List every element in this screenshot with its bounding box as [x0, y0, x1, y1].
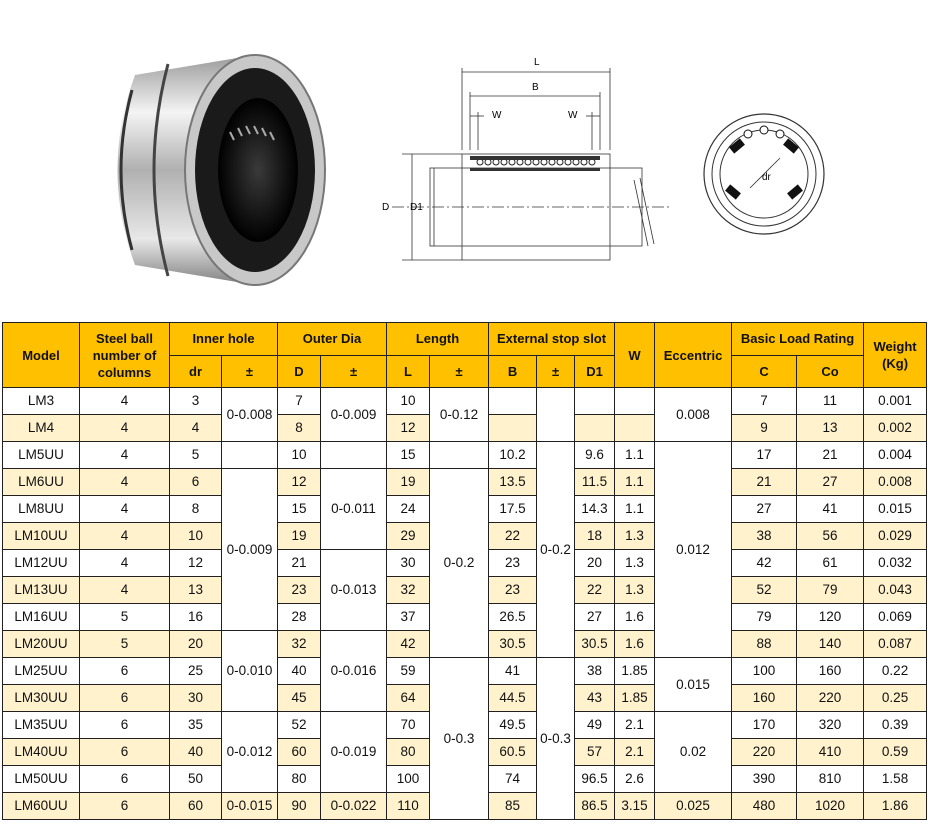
cell-l: 110 — [387, 793, 430, 820]
cell-dr: 30 — [170, 685, 222, 712]
cell-l: 30 — [387, 550, 430, 577]
cell-dr: 16 — [170, 604, 222, 631]
cell-w: 1.85 — [615, 685, 655, 712]
cell-w — [615, 415, 655, 442]
header-c: C — [732, 355, 797, 388]
cell-outer-tol: 0-0.019 — [321, 712, 387, 793]
cell-model: LM3 — [3, 388, 80, 415]
cell-b — [489, 388, 537, 415]
cell-model: LM13UU — [3, 577, 80, 604]
cell-w: 2.1 — [615, 739, 655, 766]
cell-eccentric: 0.015 — [655, 658, 732, 712]
cell-outer-tol: 0-0.016 — [321, 631, 387, 712]
cell-outer-tol: 0-0.013 — [321, 550, 387, 631]
cell-d1: 11.5 — [575, 469, 615, 496]
cell-co: 11 — [797, 388, 864, 415]
cell-dr: 3 — [170, 388, 222, 415]
cell-w: 1.1 — [615, 496, 655, 523]
cell-dr: 13 — [170, 577, 222, 604]
cell-b: 49.5 — [489, 712, 537, 739]
cell-model: LM5UU — [3, 442, 80, 469]
header-d1: D1 — [575, 355, 615, 388]
cell-dr: 50 — [170, 766, 222, 793]
header-row-1 — [3, 323, 927, 356]
cell-l: 12 — [387, 415, 430, 442]
cell-b: 41 — [489, 658, 537, 685]
cell-dr: 4 — [170, 415, 222, 442]
cell-weight: 1.58 — [864, 766, 927, 793]
cell-balls: 6 — [80, 739, 170, 766]
cell-c: 88 — [732, 631, 797, 658]
cell-b: 85 — [489, 793, 537, 820]
cell-co: 140 — [797, 631, 864, 658]
cell-d1: 14.3 — [575, 496, 615, 523]
label-W-right: W — [568, 110, 578, 121]
cell-balls: 6 — [80, 685, 170, 712]
cell-c: 100 — [732, 658, 797, 685]
cell-w: 1.3 — [615, 523, 655, 550]
cell-dr: 20 — [170, 631, 222, 658]
cell-inner-tol: 0-0.010 — [222, 631, 278, 712]
label-D1: D1 — [410, 202, 423, 213]
cell-slot-tol: 0-0.3 — [537, 658, 575, 820]
cell-model: LM16UU — [3, 604, 80, 631]
cell-d1: 96.5 — [575, 766, 615, 793]
table-row — [3, 442, 927, 469]
cell-d: 12 — [278, 469, 321, 496]
cell-d1: 57 — [575, 739, 615, 766]
header-b: B — [489, 355, 537, 388]
cell-b: 10.2 — [489, 442, 537, 469]
cell-inner-tol: 0-0.009 — [222, 469, 278, 631]
cell-b: 23 — [489, 577, 537, 604]
cell-balls: 4 — [80, 469, 170, 496]
cell-length-tol: 0-0.3 — [430, 658, 489, 820]
cell-b: 17.5 — [489, 496, 537, 523]
cell-d1: 27 — [575, 604, 615, 631]
cell-w: 1.85 — [615, 658, 655, 685]
cell-d1: 43 — [575, 685, 615, 712]
cell-outer-tol: 0-0.022 — [321, 793, 387, 820]
header-pm-outer: ± — [321, 355, 387, 388]
cell-b: 23 — [489, 550, 537, 577]
cell-weight: 0.015 — [864, 496, 927, 523]
cell-c: 170 — [732, 712, 797, 739]
cell-weight: 0.032 — [864, 550, 927, 577]
cell-co: 21 — [797, 442, 864, 469]
cell-c: 52 — [732, 577, 797, 604]
cell-weight: 0.39 — [864, 712, 927, 739]
cell-dr: 40 — [170, 739, 222, 766]
cell-co: 13 — [797, 415, 864, 442]
cell-co: 27 — [797, 469, 864, 496]
cell-l: 10 — [387, 388, 430, 415]
cell-dr: 12 — [170, 550, 222, 577]
product-figures — [0, 0, 928, 322]
cell-c: 7 — [732, 388, 797, 415]
cell-d1: 86.5 — [575, 793, 615, 820]
cell-weight: 0.002 — [864, 415, 927, 442]
cell-model: LM20UU — [3, 631, 80, 658]
label-D: D — [382, 202, 390, 213]
cell-model: LM25UU — [3, 658, 80, 685]
cell-l: 59 — [387, 658, 430, 685]
spec-table — [2, 322, 927, 820]
cell-d: 80 — [278, 766, 321, 793]
cell-outer-tol: 0-0.011 — [321, 469, 387, 550]
cell-l: 29 — [387, 523, 430, 550]
label-L: L — [534, 57, 540, 68]
cell-inner-tol: 0-0.008 — [222, 388, 278, 442]
cell-weight: 0.004 — [864, 442, 927, 469]
cell-balls: 4 — [80, 388, 170, 415]
header-d: D — [278, 355, 321, 388]
header-weight: Weight (Kg) — [864, 323, 927, 388]
cell-co: 810 — [797, 766, 864, 793]
cell-d: 60 — [278, 739, 321, 766]
cell-dr: 6 — [170, 469, 222, 496]
cell-eccentric: 0.025 — [655, 793, 732, 820]
cell-d1 — [575, 388, 615, 415]
cell-slot-tol: 0-0.2 — [537, 442, 575, 658]
header-pm-length: ± — [430, 355, 489, 388]
cell-c: 17 — [732, 442, 797, 469]
cell-b: 74 — [489, 766, 537, 793]
cell-d: 23 — [278, 577, 321, 604]
cell-l: 37 — [387, 604, 430, 631]
cell-w: 3.15 — [615, 793, 655, 820]
cell-b: 60.5 — [489, 739, 537, 766]
header-outer-dia: Outer Dia — [278, 323, 387, 356]
cell-d: 32 — [278, 631, 321, 658]
header-length: Length — [387, 323, 489, 356]
cell-inner-tol: 0-0.015 — [222, 793, 278, 820]
cell-balls: 4 — [80, 415, 170, 442]
cell-d: 7 — [278, 388, 321, 415]
header-eccentric: Eccentric — [655, 323, 732, 388]
cell-balls: 4 — [80, 442, 170, 469]
header-w: W — [615, 323, 655, 388]
cell-model: LM50UU — [3, 766, 80, 793]
header-inner-hole: Inner hole — [170, 323, 278, 356]
cell-d1: 22 — [575, 577, 615, 604]
cell-dr: 5 — [170, 442, 222, 469]
cell-balls: 6 — [80, 766, 170, 793]
header-co: Co — [797, 355, 864, 388]
header-load-rating: Basic Load Rating — [732, 323, 864, 356]
cell-co: 320 — [797, 712, 864, 739]
cell-balls: 6 — [80, 658, 170, 685]
cell-b: 22 — [489, 523, 537, 550]
cell-d1: 18 — [575, 523, 615, 550]
cell-co: 61 — [797, 550, 864, 577]
cell-w: 1.6 — [615, 604, 655, 631]
cell-c: 27 — [732, 496, 797, 523]
cell-model: LM35UU — [3, 712, 80, 739]
dimension-drawing — [372, 50, 692, 270]
cell-c: 480 — [732, 793, 797, 820]
cell-b: 13.5 — [489, 469, 537, 496]
cell-dr: 60 — [170, 793, 222, 820]
cell-length-tol-empty — [430, 442, 489, 469]
cell-weight: 0.008 — [864, 469, 927, 496]
header-pm-slot: ± — [537, 355, 575, 388]
cell-c: 220 — [732, 739, 797, 766]
label-B: B — [532, 82, 539, 93]
cell-d: 45 — [278, 685, 321, 712]
cell-weight: 0.043 — [864, 577, 927, 604]
table-row — [3, 388, 927, 415]
cell-d1: 9.6 — [575, 442, 615, 469]
cell-b: 30.5 — [489, 631, 537, 658]
cell-length-tol: 0-0.12 — [430, 388, 489, 442]
cell-weight: 0.59 — [864, 739, 927, 766]
cell-co: 41 — [797, 496, 864, 523]
cell-d: 15 — [278, 496, 321, 523]
cell-weight: 0.22 — [864, 658, 927, 685]
cell-d1: 49 — [575, 712, 615, 739]
cell-c: 79 — [732, 604, 797, 631]
cell-w: 1.3 — [615, 550, 655, 577]
cell-c: 38 — [732, 523, 797, 550]
cell-balls: 5 — [80, 631, 170, 658]
cell-model: LM12UU — [3, 550, 80, 577]
cell-dr: 25 — [170, 658, 222, 685]
cell-weight: 0.001 — [864, 388, 927, 415]
cell-l: 100 — [387, 766, 430, 793]
bearing-photo — [80, 40, 340, 300]
cell-w: 1.1 — [615, 442, 655, 469]
cell-c: 21 — [732, 469, 797, 496]
cell-b — [489, 415, 537, 442]
cell-outer-tol: 0-0.009 — [321, 388, 387, 442]
label-dr: dr — [762, 172, 771, 183]
cell-weight: 0.029 — [864, 523, 927, 550]
cell-dr: 10 — [170, 523, 222, 550]
cell-w: 2.6 — [615, 766, 655, 793]
cell-balls: 6 — [80, 793, 170, 820]
header-dr: dr — [170, 355, 222, 388]
cell-length-tol: 0-0.2 — [430, 469, 489, 658]
cell-model: LM10UU — [3, 523, 80, 550]
header-model: Model — [3, 323, 80, 388]
cell-balls: 4 — [80, 496, 170, 523]
cell-model: LM4 — [3, 415, 80, 442]
cell-outer-tol-empty — [321, 442, 387, 469]
cell-co: 220 — [797, 685, 864, 712]
cell-w — [615, 388, 655, 415]
cell-c: 390 — [732, 766, 797, 793]
cell-l: 80 — [387, 739, 430, 766]
cell-w: 1.6 — [615, 631, 655, 658]
cross-section-drawing — [700, 110, 828, 238]
cell-eccentric: 0.008 — [655, 388, 732, 442]
cell-inner-tol: 0-0.012 — [222, 712, 278, 793]
header-l: L — [387, 355, 430, 388]
cell-balls: 5 — [80, 604, 170, 631]
cell-co: 160 — [797, 658, 864, 685]
cell-weight: 1.86 — [864, 793, 927, 820]
cell-l: 42 — [387, 631, 430, 658]
header-steel-ball: Steel ball number of columns — [80, 323, 170, 388]
cell-d: 52 — [278, 712, 321, 739]
cell-d1 — [575, 415, 615, 442]
cell-dr: 8 — [170, 496, 222, 523]
cell-d1: 38 — [575, 658, 615, 685]
cell-model: LM30UU — [3, 685, 80, 712]
cell-b: 26.5 — [489, 604, 537, 631]
cell-model: LM60UU — [3, 793, 80, 820]
cell-d1: 20 — [575, 550, 615, 577]
cell-d: 40 — [278, 658, 321, 685]
cell-l: 70 — [387, 712, 430, 739]
cell-co: 79 — [797, 577, 864, 604]
cell-c: 9 — [732, 415, 797, 442]
cell-d: 28 — [278, 604, 321, 631]
cell-co: 410 — [797, 739, 864, 766]
cell-c: 42 — [732, 550, 797, 577]
cell-d: 21 — [278, 550, 321, 577]
cell-b: 44.5 — [489, 685, 537, 712]
cell-weight: 0.25 — [864, 685, 927, 712]
cell-l: 15 — [387, 442, 430, 469]
cell-eccentric: 0.02 — [655, 712, 732, 793]
cell-balls: 4 — [80, 523, 170, 550]
cell-weight: 0.069 — [864, 604, 927, 631]
cell-balls: 4 — [80, 577, 170, 604]
label-W-left: W — [492, 110, 502, 121]
cell-co: 120 — [797, 604, 864, 631]
cell-balls: 4 — [80, 550, 170, 577]
cell-model: LM8UU — [3, 496, 80, 523]
table-row — [3, 658, 927, 685]
cell-l: 64 — [387, 685, 430, 712]
cell-weight: 0.087 — [864, 631, 927, 658]
cell-w: 2.1 — [615, 712, 655, 739]
cell-dr: 35 — [170, 712, 222, 739]
cell-l: 24 — [387, 496, 430, 523]
cell-l: 19 — [387, 469, 430, 496]
table-row — [3, 469, 927, 496]
cell-w: 1.1 — [615, 469, 655, 496]
cell-co: 56 — [797, 523, 864, 550]
cell-d1: 30.5 — [575, 631, 615, 658]
cell-co: 1020 — [797, 793, 864, 820]
cell-eccentric: 0.012 — [655, 442, 732, 658]
cell-d: 8 — [278, 415, 321, 442]
cell-slot-tol-empty — [537, 388, 575, 442]
cell-model: LM6UU — [3, 469, 80, 496]
cell-inner-tol-empty — [222, 442, 278, 469]
header-pm-inner: ± — [222, 355, 278, 388]
cell-w: 1.3 — [615, 577, 655, 604]
cell-c: 160 — [732, 685, 797, 712]
cell-d: 10 — [278, 442, 321, 469]
cell-l: 32 — [387, 577, 430, 604]
cell-balls: 6 — [80, 712, 170, 739]
cell-model: LM40UU — [3, 739, 80, 766]
cell-d: 90 — [278, 793, 321, 820]
cell-d: 19 — [278, 523, 321, 550]
header-ext-slot: External stop slot — [489, 323, 615, 356]
